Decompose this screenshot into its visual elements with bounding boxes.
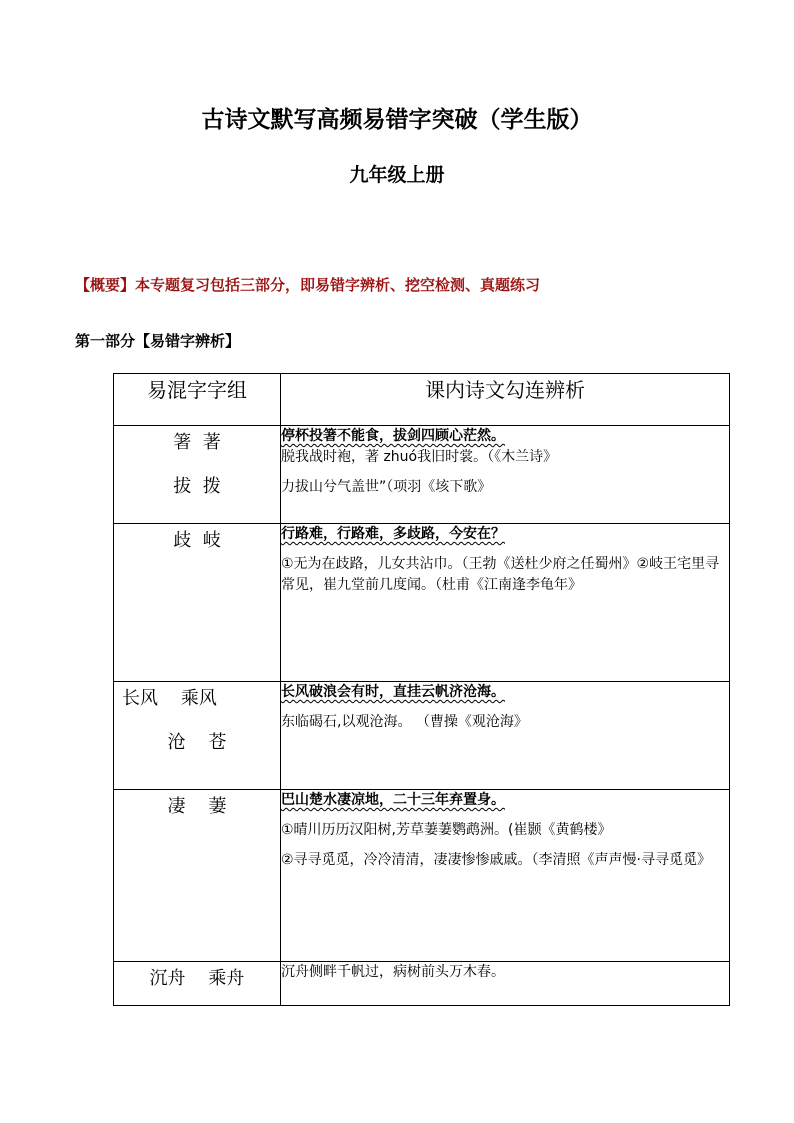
char-group-line: 歧 岐	[173, 530, 221, 551]
table-row	[114, 524, 730, 682]
analysis-cell	[281, 790, 730, 962]
key-verse: 长风破浪会有时，直挂云帆济沧海。	[281, 684, 505, 700]
analysis-cell	[281, 962, 730, 1006]
document-subtitle: 九年级上册	[349, 164, 445, 186]
part-one-heading: 第一部分【易错字辨析】	[75, 332, 241, 350]
table-header-row	[114, 374, 730, 426]
char-group-line: 拔 拨	[173, 476, 221, 497]
related-verse: 东临碣石,以观沧海。 （曹操《观沧海》	[281, 714, 528, 730]
analysis-cell	[281, 682, 730, 790]
column-header-char-groups: 易混字字组	[114, 374, 281, 426]
key-verse: 行路难，行路难，多歧路，今安在？	[281, 526, 505, 542]
char-group-line: 箸 著	[173, 432, 221, 453]
char-group-line: 凄 萋	[167, 796, 227, 817]
char-group-cell	[114, 962, 281, 1006]
char-group-line: 沧 苍	[167, 732, 227, 753]
summary-text: 【概要】本专题复习包括三部分，即易错字辨析、挖空检测、真题练习	[75, 276, 541, 294]
char-group-cell	[114, 524, 281, 682]
char-group-cell	[114, 682, 281, 790]
table-row	[114, 682, 730, 790]
table-row	[114, 962, 730, 1006]
table-row	[114, 426, 730, 524]
table-row	[114, 790, 730, 962]
column-header-poem-analysis: 课内诗文勾连辨析	[281, 374, 730, 426]
character-analysis-table	[113, 373, 730, 1006]
analysis-cell	[281, 524, 730, 682]
related-verse: 沉舟侧畔千帆过，病树前头万木春。	[281, 964, 505, 980]
related-verse: ①晴川历历汉阳树,芳草萋萋鹦鹉洲。(崔颢《黄鹤楼》	[281, 822, 612, 838]
char-group-cell	[114, 426, 281, 524]
char-group-cell	[114, 790, 281, 962]
related-verse: 力拔山兮气盖世”（项羽《垓下歌》	[281, 479, 492, 495]
related-verse: ②寻寻觅觅，冷冷清清，凄凄惨惨戚戚。（李清照《声声慢·寻寻觅觅》	[281, 852, 711, 868]
char-group-line: 长风 乘风	[122, 688, 217, 709]
key-verse: 停杯投箸不能食，拔剑四顾心茫然。	[281, 428, 505, 444]
key-verse: 巴山楚水凄凉地，二十三年弃置身。	[281, 792, 505, 808]
char-group-line: 沉舟 乘舟	[149, 968, 245, 989]
related-verse: ①无为在歧路，儿女共沾巾。（王勃《送杜少府之任蜀州》②岐王宅里寻常见，崔九堂前几度闻。（杜甫《江南逢李龟年》	[281, 556, 720, 593]
related-verse: 脱我战时袍，著 zhuó我旧时裳。（《木兰诗》	[281, 449, 558, 465]
analysis-cell	[281, 426, 730, 524]
document-title: 古诗文默写高频易错字突破（学生版）	[201, 107, 593, 133]
